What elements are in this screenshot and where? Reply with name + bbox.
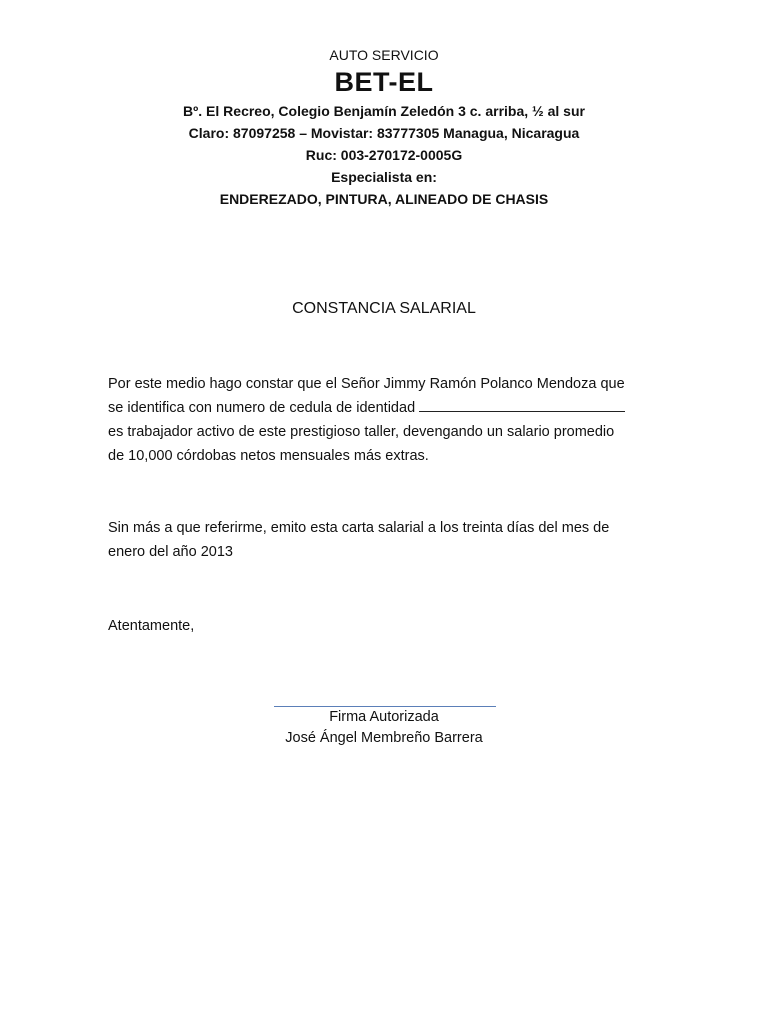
business-address: Bº. El Recreo, Colegio Benjamín Zeledón 3 c. arriba, ½ al sur xyxy=(183,103,585,119)
business-kicker: AUTO SERVICIO xyxy=(329,47,439,63)
salutation: Atentamente, xyxy=(108,618,195,634)
paragraph-line xyxy=(108,396,668,420)
document-title: CONSTANCIA SALARIAL xyxy=(292,300,476,317)
paragraph-line: Sin más a que referirme, emito esta carta salarial a los treinta días del mes de xyxy=(108,520,610,536)
business-ruc: Ruc: 003-270172-0005G xyxy=(305,147,463,163)
specialist-label: Especialista en: xyxy=(331,169,437,185)
paragraph-line: de 10,000 córdobas netos mensuales más extras. xyxy=(108,448,429,464)
business-name: BET-EL xyxy=(334,67,434,97)
id-label: se identifica con numero de cedula de identidad xyxy=(108,400,416,416)
certificate-paragraph xyxy=(108,372,668,468)
paragraph-line: Por este medio hago constar que el Señor Jimmy Ramón Polanco Mendoza que xyxy=(108,376,625,392)
business-phones: Claro: 87097258 – Movistar: 83777305 Managua, Nicaragua xyxy=(188,125,580,141)
id-blank-line xyxy=(419,397,625,412)
business-services: ENDEREZADO, PINTURA, ALINEADO DE CHASIS xyxy=(219,191,549,207)
closing-paragraph xyxy=(108,516,668,564)
paragraph-line: enero del año 2013 xyxy=(108,544,233,560)
signature-block xyxy=(0,707,768,749)
letterhead xyxy=(0,46,768,210)
signature-label: Firma Autorizada xyxy=(329,709,439,725)
paragraph-line: es trabajador activo de este prestigioso taller, devengando un salario promedio xyxy=(108,424,615,440)
signatory-name: José Ángel Membreño Barrera xyxy=(285,730,483,746)
